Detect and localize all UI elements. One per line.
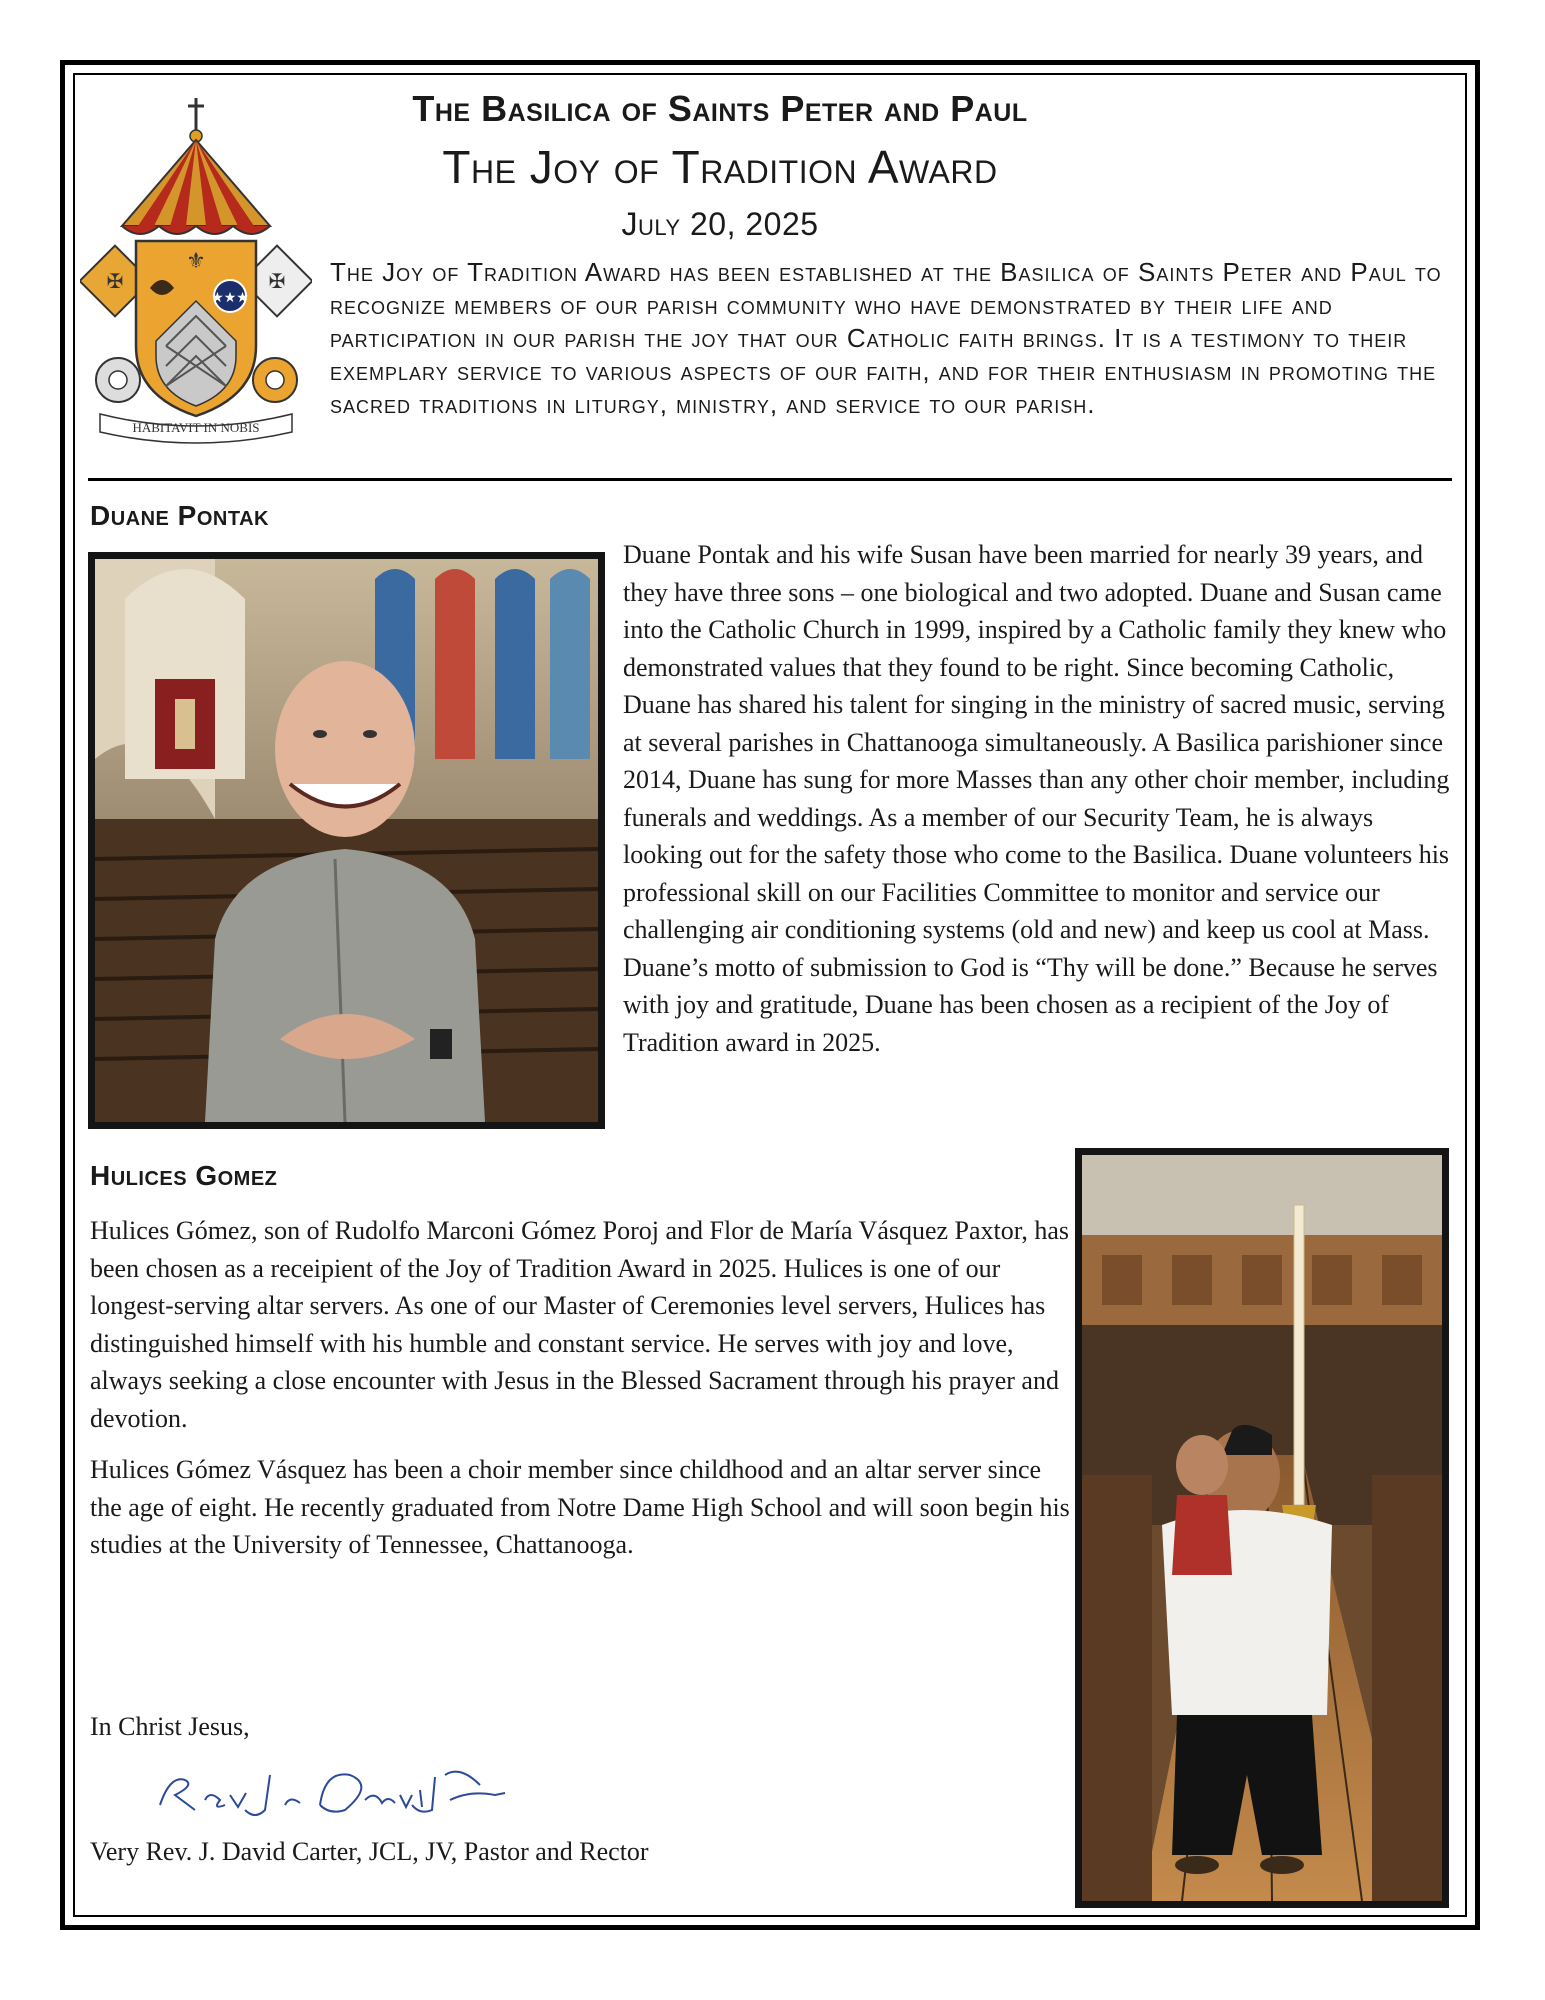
award-title: The Joy of Tradition Award [442,141,998,193]
award-description: The Joy of Tradition Award has been established at the Basilica of Saints Peter and Paul to recognize members of our parish community who have demonstrated by their life and participation in our parish the joy that our Catholic faith brings. It is a testimony to their exemplary service to various aspects of our faith, and for their enthusiasm in promoting the sacred traditions in liturgy, ministry, and service to our parish. [330,257,1442,419]
svg-text:⚜: ⚜ [186,248,206,273]
duane-photo [88,552,605,1129]
award-date: July 20, 2025 [621,206,819,242]
svg-text:HABITAVIT IN NOBIS: HABITAVIT IN NOBIS [132,420,260,435]
closing-salutation: In Christ Jesus, [90,1712,250,1741]
signatory-name: Very Rev. J. David Carter, JCL, JV, Pastor and Rector [90,1837,649,1866]
duane-bio-text: Duane Pontak and his wife Susan have been married for nearly 39 years, and they have three sons – one biological and two adopted. Duane and Susan came into the Catholic Church in 1999, inspired by a Catholic family they knew who demonstrated values that they found to be right. Since becoming Catholic, Duane has shared his talent for singing in the ministry of sacred music, serving at several parishes in Chattanooga simultaneously. A Basilica parishioner since 2014, Duane has sung for more Masses than any other choir member, including funerals and weddings. As a member of our Security Team, he is always looking out for the safety those who come to the Basilica. Duane volunteers his professional skill on our Facilities Committee to monitor and service our challenging air conditioning systems (old and new) and keep us cool at Mass. Duane’s motto of submission to God is “Thy will be done.” Because he serves with joy and gratitude, Duane has been chosen as a recipient of the Joy of Tradition award in 2025. [623,540,1450,1057]
handwritten-signature [150,1755,510,1825]
duane-bio [623,536,1455,1075]
divider [88,478,1452,481]
recipient-name-hulices: Hulices Gomez [90,1160,278,1191]
svg-text:✠: ✠ [268,271,286,293]
organization-title: The Basilica of Saints Peter and Paul [412,88,1028,129]
hulices-bio-paragraph-1: Hulices Gómez, son of Rudolfo Marconi Gómez Poroj and Flor de María Vásquez Paxtor, has been chosen as a receipient of the Joy of Tradition Award in 2025. Hulices is one of our longest-serving altar servers. As one of our Master of Ceremonies level servers, Hulices has distinguished himself with his humble and constant service. He serves with joy and love, always seeking a close encounter with Jesus in the Blessed Sacrament through his prayer and devotion. [90,1216,1070,1433]
hulices-photo [1075,1148,1449,1908]
hulices-bio [90,1212,1070,1578]
svg-text:★★★: ★★★ [211,291,249,306]
hulices-bio-paragraph-2: Hulices Gómez Vásquez has been a choir member since childhood and an altar server since the age of eight. He recently graduated from Notre Dame High School and will soon begin his studies at the University of Tennessee, Chattanooga. [90,1455,1070,1559]
svg-text:✠: ✠ [106,271,124,293]
basilica-crest-logo [80,96,312,446]
recipient-name-duane: Duane Pontak [90,500,269,531]
